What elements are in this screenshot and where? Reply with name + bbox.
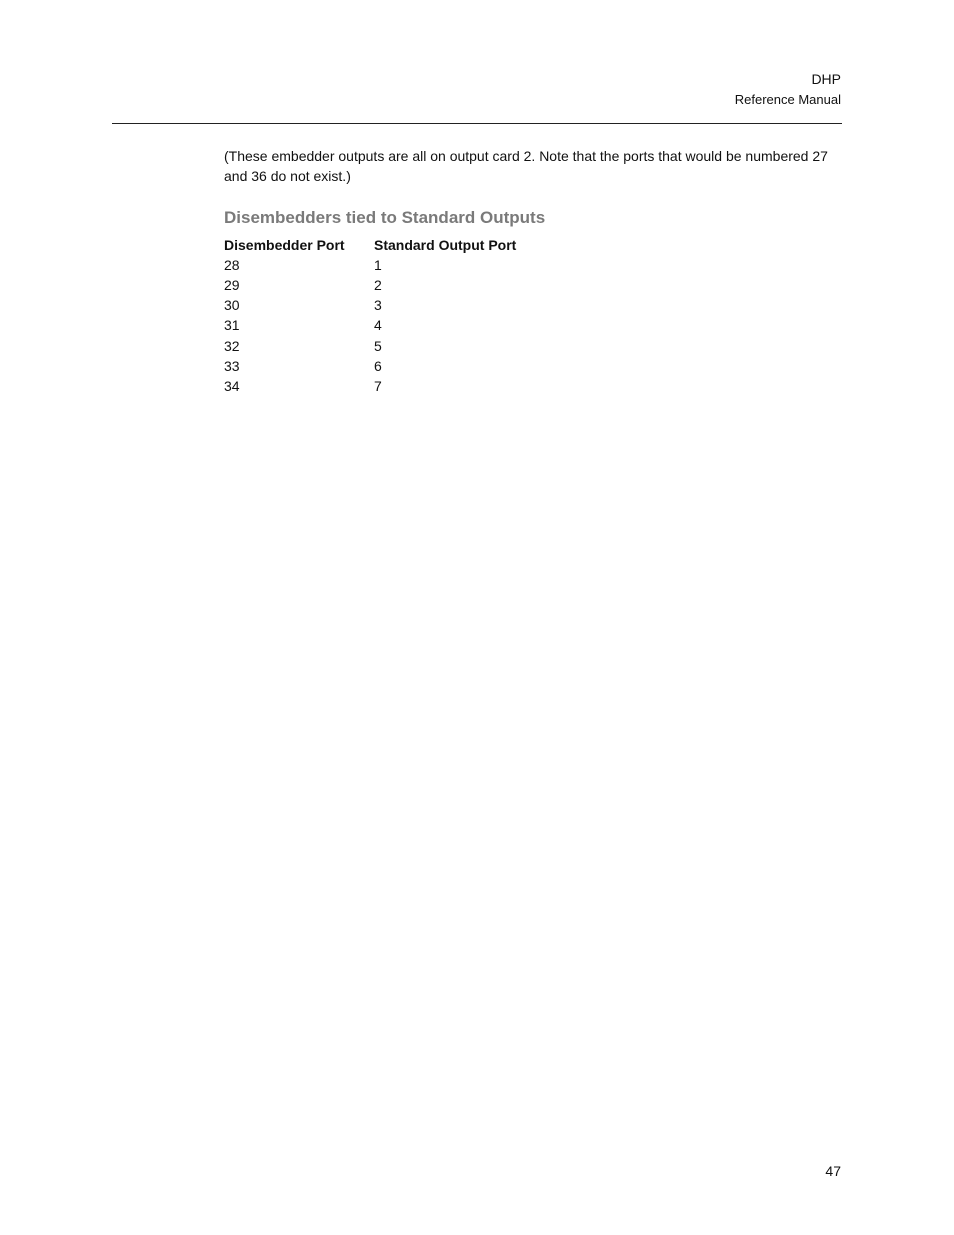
port-mapping-table xyxy=(224,235,516,396)
standard-output-port-cell: 7 xyxy=(374,377,382,394)
column-header-standard-output-port: Standard Output Port xyxy=(374,237,517,254)
table-row xyxy=(224,335,516,355)
standard-output-port-cell: 5 xyxy=(374,337,382,354)
disembedder-port-cell: 29 xyxy=(224,277,240,294)
disembedder-port-cell: 34 xyxy=(224,377,240,394)
section-heading: Disembedders tied to Standard Outputs xyxy=(224,208,546,227)
disembedder-port-cell: 31 xyxy=(224,317,240,334)
table-row xyxy=(224,376,516,396)
disembedder-port-cell: 28 xyxy=(224,257,240,274)
table-header-row xyxy=(224,235,516,255)
table-row xyxy=(224,356,516,376)
table-row xyxy=(224,315,516,335)
document-title: DHP xyxy=(811,71,841,87)
standard-output-port-cell: 6 xyxy=(374,357,382,374)
document-subtitle: Reference Manual xyxy=(734,92,841,107)
page-header xyxy=(735,70,841,109)
page-number: 47 xyxy=(825,1163,841,1179)
standard-output-port-cell: 1 xyxy=(374,257,382,274)
standard-output-port-cell: 3 xyxy=(374,297,382,314)
disembedder-port-cell: 33 xyxy=(224,357,240,374)
table-row xyxy=(224,295,516,315)
standard-output-port-cell: 2 xyxy=(374,277,382,294)
table-row xyxy=(224,275,516,295)
header-divider xyxy=(112,123,842,124)
column-header-disembedder-port: Disembedder Port xyxy=(224,237,345,254)
standard-output-port-cell: 4 xyxy=(374,317,382,334)
table-row xyxy=(224,255,516,275)
intro-paragraph: (These embedder outputs are all on output card 2. Note that the ports that would be numbered 27 and 36 do not exist.) xyxy=(224,148,828,184)
disembedder-port-cell: 30 xyxy=(224,297,240,314)
disembedder-port-cell: 32 xyxy=(224,337,240,354)
